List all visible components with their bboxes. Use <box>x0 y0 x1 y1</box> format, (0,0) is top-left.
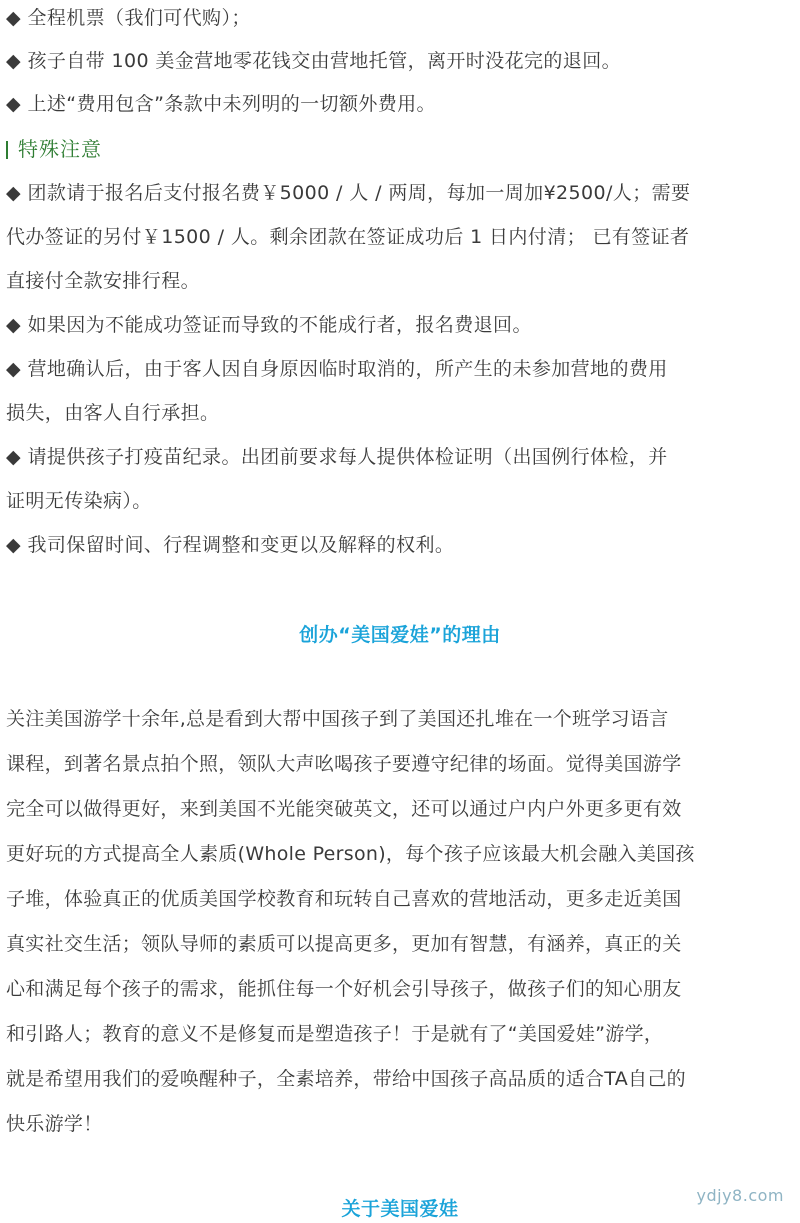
note-item-line: ◆ 如果因为不能成功签证而导致的不能成行者，报名费退回。 <box>6 314 532 336</box>
paragraph-line: 关注美国游学十余年,总是看到大帮中国孩子到了美国还扎堆在一个班学习语言 <box>6 708 669 730</box>
about-section-title: 关于美国爱娃 <box>341 1198 459 1220</box>
paragraph-line: 子堆，体验真正的优质美国学校教育和玩转自己喜欢的营地活动，更多走近美国 <box>6 888 682 910</box>
paragraph-line: 真实社交生活；领队导师的素质可以提高更多，更加有智慧，有涵养，真正的关 <box>6 933 682 955</box>
note-item-line: ◆ 营地确认后，由于客人因自身原因临时取消的，所产生的未参加营地的费用 <box>6 358 668 380</box>
special-notes-heading-text: 特殊注意 <box>18 137 102 161</box>
fee-item: ◆ 孩子自带 100 美金营地零花钱交由营地托管，离开时没花完的退回。 <box>6 50 621 72</box>
note-item-line: ◆ 团款请于报名后支付报名费￥5000 / 人 / 两周，每加一周加¥2500/人；需要 <box>6 182 691 204</box>
paragraph-line: 更好玩的方式提高全人素质(Whole Person)，每个孩子应该最大机会融入美国孩 <box>6 843 695 865</box>
fee-item: ◆ 上述“费用包含”条款中未列明的一切额外费用。 <box>6 93 436 115</box>
reason-section-title: 创办“美国爱娃”的理由 <box>299 624 501 646</box>
note-item-line: 损失，由客人自行承担。 <box>6 402 220 424</box>
paragraph-line: 心和满足每个孩子的需求，能抓住每一个好机会引导孩子，做孩子们的知心朋友 <box>6 978 682 1000</box>
special-notes-heading <box>6 134 102 164</box>
fee-item: ◆ 全程机票（我们可代购）； <box>6 7 251 29</box>
note-item-line: ◆ 我司保留时间、行程调整和变更以及解释的权利。 <box>6 534 455 556</box>
reason-paragraph <box>6 697 792 1147</box>
paragraph-line: 课程，到著名景点拍个照，领队大声吆喝孩子要遵守纪律的场面。觉得美国游学 <box>6 753 682 775</box>
paragraph-line: 和引路人；教育的意义不是修复而是塑造孩子！于是就有了“美国爱娃”游学， <box>6 1023 664 1045</box>
heading-bar <box>6 141 8 159</box>
watermark: ydjy8.com <box>696 1186 784 1205</box>
paragraph-line: 快乐游学！ <box>6 1113 103 1135</box>
note-item-line: 直接付全款安排行程。 <box>6 270 201 292</box>
note-item-line: ◆ 请提供孩子打疫苗纪录。出团前要求每人提供体检证明（出国例行体检，并 <box>6 446 668 468</box>
paragraph-line: 就是希望用我们的爱唤醒种子，全素培养，带给中国孩子高品质的适合TA自己的 <box>6 1068 686 1090</box>
note-item-line: 代办签证的另付￥1500 / 人。剩余团款在签证成功后 1 日内付清； 已有签证者 <box>6 226 690 248</box>
note-item-line: 证明无传染病）。 <box>6 490 152 512</box>
paragraph-line: 完全可以做得更好，来到美国不光能突破英文，还可以通过户内户外更多更有效 <box>6 798 682 820</box>
